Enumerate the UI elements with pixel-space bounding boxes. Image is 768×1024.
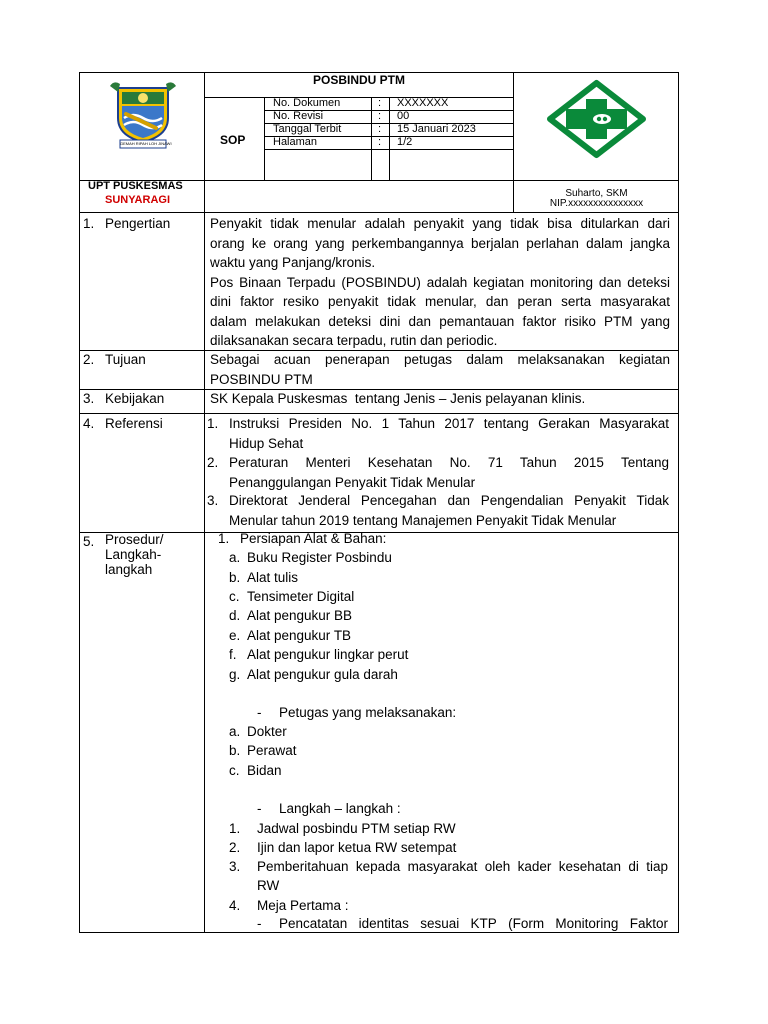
puskesmas-logo bbox=[546, 79, 647, 164]
signer-nip: NIP.xxxxxxxxxxxxxxx bbox=[549, 198, 644, 209]
label-line: Prosedur/ bbox=[105, 532, 164, 547]
section-number: 1. bbox=[83, 216, 95, 231]
word: Pencatatan bbox=[279, 916, 348, 931]
list-marker: a. bbox=[229, 724, 241, 739]
section-label: Referensi bbox=[105, 416, 163, 431]
pengertian-text bbox=[210, 214, 670, 351]
section-number: 2. bbox=[83, 352, 95, 367]
list-marker: b. bbox=[229, 570, 241, 585]
header-divider bbox=[204, 72, 205, 212]
header-line bbox=[79, 212, 679, 213]
text-line: orang ke orang yang perkembangannya berjalan perlahan dalam jangka bbox=[210, 235, 670, 251]
text-line: Peraturan Menteri Kesehatan No. 71 Tahun 2015 Tentang bbox=[229, 455, 669, 470]
text-line: dilaksanakan secara terpadu, rutin dan periodic. bbox=[210, 333, 498, 348]
text-line: Direktorat Jenderal Pencegahan dan Pengendalian Penyakit Tidak bbox=[229, 493, 669, 508]
list-item-number: 3. bbox=[207, 493, 219, 508]
list-item: RW bbox=[257, 878, 280, 893]
doc-field-value: XXXXXXX bbox=[397, 97, 449, 109]
word: (Form bbox=[508, 916, 545, 931]
list-item: Jadwal posbindu PTM setiap RW bbox=[257, 821, 456, 836]
list-marker: a. bbox=[229, 550, 241, 565]
section-label: Tujuan bbox=[105, 352, 146, 367]
text-line: Menular tahun 2019 tentang Manajemen Penyakit Tidak Menular bbox=[229, 512, 617, 528]
doc-field-sep: : bbox=[378, 110, 382, 122]
dash-marker: - bbox=[257, 801, 262, 816]
doc-field-label: Halaman bbox=[273, 136, 318, 148]
word: sesuai bbox=[420, 916, 460, 931]
kebijakan-text: SK Kepala Puskesmas tentang Jenis – Jenis pelayanan klinis. bbox=[210, 391, 586, 406]
section-number: 5. bbox=[83, 534, 95, 549]
list-item: Meja Pertama : bbox=[257, 898, 349, 913]
text-line: dalam melakukan deteksi dini dan pemantauan faktor risiko PTM yang bbox=[210, 313, 670, 329]
persiapan-number: 1. bbox=[218, 531, 230, 546]
list-marker: c. bbox=[229, 763, 240, 778]
text-line: Penyakit tidak menular adalah penyakit yang tidak bisa ditularkan dari bbox=[210, 216, 670, 231]
header-line bbox=[204, 97, 514, 98]
section-number: 4. bbox=[83, 416, 95, 431]
section-label: Kebijakan bbox=[105, 391, 165, 406]
persiapan-title: Persiapan Alat & Bahan: bbox=[240, 531, 387, 546]
list-marker: d. bbox=[229, 608, 241, 623]
list-marker: 4. bbox=[229, 898, 241, 913]
list-item: Dokter bbox=[247, 724, 287, 739]
text-line: Hidup Sehat bbox=[229, 435, 304, 451]
doc-field-value: 15 Januari 2023 bbox=[397, 123, 476, 135]
list-item-number: 2. bbox=[207, 455, 219, 470]
doc-field-value: 1/2 bbox=[397, 136, 413, 148]
list-item: Alat pengukur lingkar perut bbox=[247, 647, 409, 662]
list-item bbox=[229, 414, 669, 453]
list-marker: f. bbox=[229, 647, 237, 662]
word: Monitoring bbox=[555, 916, 619, 931]
doc-field-label: No. Dokumen bbox=[273, 97, 341, 109]
body-column-divider bbox=[204, 212, 205, 933]
meja1-item-line bbox=[279, 914, 668, 934]
sop-label: SOP bbox=[220, 133, 246, 147]
doc-field-sep: : bbox=[378, 123, 382, 135]
label-line: langkah bbox=[105, 562, 153, 577]
list-marker: c. bbox=[229, 589, 240, 604]
dash-marker: - bbox=[257, 705, 262, 720]
tujuan-text bbox=[210, 350, 670, 389]
label-line: Langkah- bbox=[105, 547, 162, 562]
list-marker: 1. bbox=[229, 821, 241, 836]
word: Faktor bbox=[629, 916, 668, 931]
text-line: dini faktor resiko penyakit tidak menular, dan peran serta masyarakat bbox=[210, 294, 670, 309]
petugas-title: Petugas yang melaksanakan: bbox=[279, 705, 457, 720]
word: identitas bbox=[358, 916, 409, 931]
doc-field-label: Tanggal Terbit bbox=[273, 123, 342, 135]
list-marker: e. bbox=[229, 628, 241, 643]
word: KTP bbox=[470, 916, 497, 931]
text-line: Instruksi Presiden No. 1 Tahun 2017 tentang Gerakan Masyarakat bbox=[229, 416, 669, 431]
text-line: Sebagai acuan penerapan petugas dalam melaksanakan kegiatan bbox=[210, 352, 670, 367]
table-border-left bbox=[79, 72, 80, 933]
unit-name: SUNYARAGI bbox=[105, 194, 170, 206]
document-title: POSBINDU PTM bbox=[312, 73, 405, 87]
doc-field-sep: : bbox=[378, 97, 382, 109]
city-logo bbox=[104, 78, 182, 152]
text-line: waktu yang Panjang/kronis. bbox=[210, 255, 376, 270]
docfield-line bbox=[264, 149, 514, 150]
doc-field-value: 00 bbox=[397, 110, 410, 122]
list-item bbox=[229, 453, 669, 492]
list-item: Ijin dan lapor ketua RW setempat bbox=[257, 840, 457, 855]
dash-marker: - bbox=[257, 916, 262, 931]
list-item: Pemberitahuan kepada masyarakat oleh kader kesehatan di tiap bbox=[257, 859, 668, 874]
list-item-number: 1. bbox=[207, 416, 219, 431]
list-item: Tensimeter Digital bbox=[247, 589, 355, 604]
list-item: Buku Register Posbindu bbox=[247, 550, 392, 565]
list-item: Alat tulis bbox=[247, 570, 299, 585]
doc-field-sep: : bbox=[378, 136, 382, 148]
list-item: Alat pengukur TB bbox=[247, 628, 352, 643]
text-line: POSBINDU PTM bbox=[210, 371, 313, 387]
list-item: Alat pengukur gula darah bbox=[247, 667, 398, 682]
list-marker: 2. bbox=[229, 840, 241, 855]
list-marker: b. bbox=[229, 743, 241, 758]
unit-label: UPT PUSKESMAS bbox=[88, 180, 183, 192]
section-label: Pengertian bbox=[105, 216, 171, 231]
puskesmas-cross-icon bbox=[546, 79, 647, 159]
list-item: Alat pengukur BB bbox=[247, 608, 353, 623]
text-line: Pos Binaan Terpadu (POSBINDU) adalah kegiatan monitoring dan deteksi bbox=[210, 274, 670, 290]
langkah-title: Langkah – langkah : bbox=[279, 801, 401, 816]
city-logo-motto: GEMAH RIPAH LOH JINAWI bbox=[120, 141, 172, 146]
section-label bbox=[105, 532, 164, 577]
doc-field-label: No. Revisi bbox=[273, 110, 324, 122]
list-item: Bidan bbox=[247, 763, 282, 778]
list-item: Perawat bbox=[247, 743, 297, 758]
section-number: 3. bbox=[83, 391, 95, 406]
text-line: Penanggulangan Penyakit Tidak Menular bbox=[229, 474, 476, 490]
list-marker: 3. bbox=[229, 859, 241, 874]
list-item bbox=[229, 491, 669, 530]
signer-name: Suharto, SKM bbox=[565, 188, 628, 199]
list-marker: g. bbox=[229, 667, 241, 682]
